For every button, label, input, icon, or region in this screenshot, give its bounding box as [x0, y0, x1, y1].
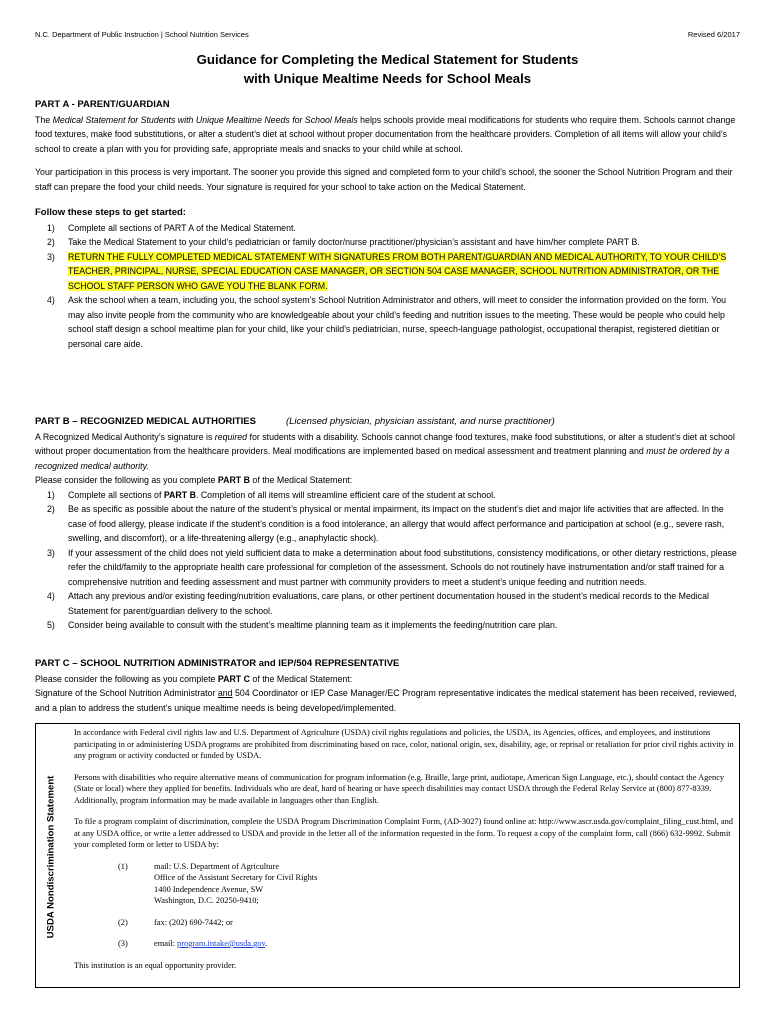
list-item	[35, 618, 740, 633]
usda-email-item	[74, 938, 734, 950]
usda-paragraph-2: Persons with disabilities who require alternative means of communication for program information (e.g. Braille, large print, audiotape, American Sign Language, etc.), should contact the Agency (State or local) where they applied for benefits. Individuals who are deaf, hard of hearing or have speech disabilities may contact USDA through the Federal Relay Service at (800) 877-8339. Additionally, program information may be made available in languages other than English.	[74, 772, 725, 805]
step-text: Take the Medical Statement to your child’s pediatrician or family doctor/nurse practitioner/physician’s assistant and have him/her complete PART B.	[68, 237, 640, 247]
equal-opportunity-statement: This institution is an equal opportunity provider.	[74, 960, 237, 970]
usda-mail-item	[74, 861, 734, 907]
part-b-heading: PART B – RECOGNIZED MEDICAL AUTHORITIES	[35, 416, 256, 427]
list-item	[35, 250, 740, 294]
step-text: If your assessment of the child does not yield sufficient data to make a determination about food substitutions, consistency modifications, or other dietary restrictions, please refer the child/family to the appropriate health care professional for completion of the assessment. Schools do not routinely have instrumentation and/or staff trained for a comprehensive nutrition and feeding assessment and must partner with community providers to meet a student’s unique feeding and nutrition needs.	[68, 547, 737, 587]
item-number: (3)	[118, 939, 128, 948]
part-b-paragraph-1	[35, 430, 740, 474]
usda-statement-text	[74, 727, 734, 971]
step-number: 1)	[47, 222, 55, 233]
step-number: 1)	[47, 489, 55, 500]
part-c-p2-b: 504 Coordinator or IEP Case Manager/EC Program representative indicates the medical statement has been received, reviewed, and a plan to address the student’s unique mealtime needs is being developed/implemented.	[35, 688, 737, 713]
step-text: Complete all sections of	[68, 489, 164, 500]
part-c-heading: PART C – SCHOOL NUTRITION ADMINISTRATOR and IEP/504 REPRESENTATIVE	[35, 658, 400, 669]
list-item	[35, 221, 740, 236]
part-c-section	[35, 657, 740, 715]
list-item	[35, 546, 740, 590]
title-line-2: with Unique Mealtime Needs for School Meals	[243, 71, 532, 86]
part-c-p1-a: Please consider the following as you complete	[35, 673, 218, 684]
title-line-1: Guidance for Completing the Medical Statement for Students	[196, 52, 579, 67]
part-b-section	[35, 414, 740, 633]
item-number: (1)	[118, 861, 128, 871]
part-a-heading: PART A - PARENT/GUARDIAN	[35, 99, 170, 110]
mail-line-2: Office of the Assistant Secretary for Civil Rights	[154, 873, 318, 882]
and-underlined: and	[217, 688, 233, 698]
step-text: Complete all sections of PART A of the Medical Statement.	[68, 222, 296, 233]
part-b-p2-b: PART B	[217, 475, 250, 485]
step-number: 2)	[47, 237, 55, 247]
list-item	[35, 293, 740, 351]
list-item	[35, 502, 740, 546]
step-number: 2)	[47, 504, 55, 514]
step-number: 4)	[47, 295, 55, 305]
part-a-section	[35, 98, 740, 351]
step-text: Ask the school when a team, including you, the school system’s School Nutrition Administrator and others, will meet to consider the information provided on the form. You may also invite people from the community who are knowledgeable about your child’s feeding and nutrition issues to the meeting. These would be people who could help school staff design a school mealtime plan for your child, like your child’s pediatrician, nurse, speech-language pathologist, occupational therapist, registered dietitian or personal care aide.	[68, 295, 726, 349]
usda-paragraph-3: To file a program complaint of discrimination, complete the USDA Program Discrimination Complaint Form, (AD-3027) found online at: http://www.ascr.usda.gov/complaint_filing_cust.html, and at any USDA office, or write a letter addressed to USDA and provide in the letter all of the information requested in the form. To request a copy of the complaint form, call (866) 632-9992. Submit your completed form or letter to USDA by:	[74, 817, 733, 849]
part-b-paragraph-2	[35, 473, 740, 488]
step-number: 5)	[47, 620, 55, 630]
usda-side-label-text: USDA Nondiscrimination Statement	[45, 775, 57, 938]
part-a-p1-pre: The	[35, 114, 53, 125]
step-number: 3)	[47, 251, 55, 262]
must-be-ordered-emphasis: must be ordered by a recognized medical authority.	[35, 446, 730, 471]
step-text: Attach any previous and/or existing feeding/nutrition evaluations, care plans, or other pertinent documentation housed in the student’s medical records to the Medical Statement for parent/guardian delivery to the school.	[68, 591, 709, 616]
usda-side-label	[36, 724, 66, 989]
item-number: (2)	[118, 917, 128, 927]
part-c-p1-c: of the Medical Statement:	[249, 673, 353, 684]
part-b-heading-row	[35, 414, 740, 430]
header-revision-date: Revised 6/2017	[687, 30, 740, 39]
email-period: .	[265, 939, 268, 948]
steps-heading: Follow these steps to get started:	[35, 207, 186, 218]
step-number: 4)	[47, 591, 55, 601]
part-c-paragraph-2	[35, 686, 740, 715]
page-title	[35, 50, 740, 88]
part-c-paragraph-1	[35, 672, 740, 687]
step-text: Be as specific as possible about the nature of the student’s physical or mental impairment, its impact on the student’s diet and major life activities that are affected. In the case of food allergy, please indicate if the student’s condition is a food intolerance, an allergy that would affect performance and participation at school (e.g., severe rash, swelling, and discomfort), or a life-threatening allergy (e.g., anaphylactic shock).	[68, 504, 725, 543]
email-link[interactable]: program.intake@usda.gov	[177, 939, 266, 948]
part-b-p1-b: for students with a disability. Schools cannot change food textures, make food substitutions, or alter a student’s diet at school without proper documentation from the healthcare providers. Meal modifications are implemented based on medical assessment and treatment planning and	[35, 431, 735, 456]
highlighted-return-instruction: RETURN THE FULLY COMPLETED MEDICAL STATEMENT WITH SIGNATURES FROM BOTH PARENT/GUARDIAN AND MEDICAL AUTHORITY, TO YOUR CHILD’S TEACHER, PRINCIPAL, NURSE, SPECIAL EDUCATION CASE MANAGER, OR SECTION 504 CASE MANAGER, SCHOOL NUTRITION ADMINISTRATOR, OR THE SCHOOL STAFF PERSON WHO GAVE YOU THE BLANK FORM.	[68, 251, 727, 291]
step-text-bold: PART B	[163, 489, 196, 500]
usda-paragraph-1: In accordance with Federal civil rights law and U.S. Department of Agriculture (USDA) civil rights regulations and policies, the USDA, its Agencies, offices, and employees, and institutions participating in or administering USDA programs are prohibited from discriminating based on race, color, national origin, sex, disability, age, or reprisal or retaliation for prior civil rights activity in any program or activity conducted or funded by USDA.	[74, 728, 734, 760]
part-b-p2-c: of the Medical Statement:	[249, 475, 353, 485]
header-department: N.C. Department of Public Instruction | School Nutrition Services	[35, 30, 249, 39]
page-header	[35, 30, 740, 39]
list-item	[35, 589, 740, 618]
step-text: . Completion of all items will streamline efficient care of the student at school.	[195, 489, 496, 500]
part-a-steps-list	[35, 221, 740, 352]
part-a-paragraph-2: Your participation in this process is very important. The sooner you provide this signed and completed form to your child’s school, the sooner the School Nutrition Program and their staff can prepare the food your child needs. Your signature is required for your school to take action on the Medical Statement.	[35, 167, 733, 192]
mail-line-1: mail: U.S. Department of Agriculture	[154, 861, 280, 871]
email-label: email:	[154, 939, 178, 948]
medical-statement-title: Medical Statement for Students with Unique Mealtime Needs for School Meals	[52, 114, 358, 125]
required-emphasis: required	[214, 431, 248, 442]
part-b-subheading: (Licensed physician, physician assistant, and nurse practitioner)	[285, 416, 555, 427]
mail-line-4: Washington, D.C. 20250-9410;	[154, 896, 259, 905]
step-text: Consider being available to consult with the student’s mealtime planning team as it implements the feeding/nutrition care plan.	[68, 620, 558, 630]
list-item	[35, 488, 740, 503]
step-number: 3)	[47, 547, 55, 558]
usda-fax-item	[74, 917, 734, 929]
part-a-p1-rest: helps schools provide meal modifications for students who require them. Schools cannot change food textures, make food substitutions, or alter a student’s diet at school without proper documentation from the healthcare providers. Completion of all items will allow your child’s school to create a plan with you for providing safe, appropriate meals and snacks to your child while at school.	[35, 114, 736, 154]
usda-nondiscrimination-box	[35, 723, 740, 988]
fax-text: fax: (202) 690-7442; or	[154, 917, 233, 927]
part-c-p2-a: Signature of the School Nutrition Administrator	[35, 688, 218, 698]
part-b-p2-a: Please consider the following as you complete	[35, 475, 218, 485]
part-b-p1-a: A Recognized Medical Authority’s signature is	[35, 431, 215, 442]
part-a-paragraph-1	[35, 113, 740, 157]
mail-line-3: 1400 Independence Avenue, SW	[154, 884, 264, 894]
part-c-p1-b: PART C	[217, 673, 250, 684]
part-b-steps-list	[35, 488, 740, 633]
list-item	[35, 235, 740, 250]
